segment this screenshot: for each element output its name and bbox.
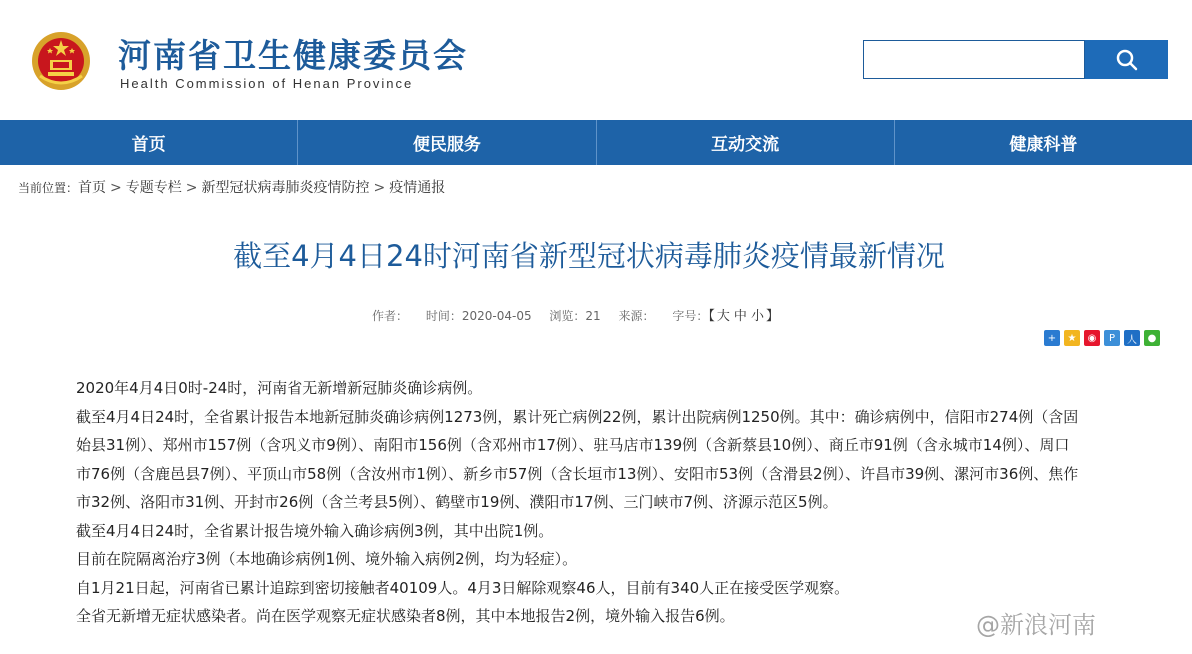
fontsize-close-bracket: 】 (765, 309, 779, 324)
article-body (76, 374, 1142, 631)
meta-author: 作者： (372, 309, 409, 323)
breadcrumb-label: 当前位置： (18, 181, 79, 195)
nav-item-home[interactable]: 首页 (0, 120, 298, 165)
breadcrumb-separator: > (373, 180, 386, 196)
fontsize-large-button[interactable]: 大 (716, 309, 730, 324)
paragraph-continuation: 市76例（含鹿邑县7例）、平顶山市58例（含汝州市1例）、新乡市57例（含长垣市13例）、安阳市53例（含滑县2例）、许昌市39例、漯河市36例、焦作 (76, 464, 1079, 483)
breadcrumb (18, 177, 445, 197)
search-input[interactable] (864, 41, 1084, 78)
breadcrumb-separator: > (185, 180, 198, 196)
national-emblem-icon (30, 30, 92, 92)
pengyou-icon[interactable]: P (1104, 330, 1120, 346)
paragraph: 自1月21日起，河南省已累计追踪到密切接触者40109人。4月3日解除观察46人，目前有340人正在接受医学观察。 (76, 578, 850, 597)
paragraph-continuation: 市32例、洛阳市31例、开封市26例（含兰考县5例）、鹤壁市19例、濮阳市17例、三门峡市7例、济源示范区5例。 (76, 493, 838, 511)
fontsize-medium-button[interactable]: 中 (733, 309, 747, 324)
paragraph: 全省无新增无症状感染者。尚在医学观察无症状感染者8例，其中本地报告2例，境外输入报告6例。 (76, 607, 735, 625)
weibo-icon[interactable]: ◉ (1084, 330, 1100, 346)
renren-icon[interactable]: 人 (1124, 330, 1140, 346)
fontsize-control (708, 309, 779, 324)
article-meta (372, 305, 793, 324)
paragraph: 截至4月4日24时，全省累计报告本地新冠肺炎确诊病例1273例，累计死亡病例22例，累计出院病例1250例。其中：确诊病例中，信阳市274例（含固 (76, 407, 1079, 426)
site-title: 河南省卫生健康委员会 (118, 36, 468, 75)
site-header (0, 0, 1192, 120)
breadcrumb-separator: > (110, 180, 122, 196)
plus-share-icon[interactable]: + (1044, 330, 1060, 346)
weibo-watermark: @新浪河南 (976, 611, 1096, 639)
search-icon (1115, 48, 1139, 72)
paragraph-continuation: 始县31例）、郑州市157例（含巩义市9例）、南阳市156例（含邓州市17例）、驻马店市139例（含新蔡县10例）、商丘市91例（含永城市14例）、周口 (76, 436, 1070, 454)
site-subtitle: Health Commission of Henan Province (120, 76, 414, 91)
paragraph: 截至4月4日24时，全省累计报告境外输入确诊病例3例，其中出院1例。 (76, 521, 554, 540)
breadcrumb-link-special[interactable]: 专题专栏 (125, 180, 182, 196)
search-box (863, 40, 1085, 79)
qzone-icon[interactable]: ★ (1064, 330, 1080, 346)
paragraph: 2020年4月4日0时-24时，河南省无新增新冠肺炎确诊病例。 (76, 379, 483, 397)
breadcrumb-link-covid[interactable]: 新型冠状病毒肺炎疫情防控 (201, 180, 370, 196)
share-bar (1044, 330, 1160, 346)
nav-item-services[interactable]: 便民服务 (298, 120, 596, 165)
breadcrumb-link-report[interactable]: 疫情通报 (389, 180, 446, 196)
wechat-icon[interactable]: ● (1144, 330, 1160, 346)
nav-item-interaction[interactable]: 互动交流 (597, 120, 895, 165)
meta-fontsize-label: 字号： (672, 309, 709, 323)
fontsize-small-button[interactable]: 小 (750, 309, 764, 324)
fontsize-open-bracket: 【 (708, 309, 715, 324)
meta-time: 时间：2020-04-05 (425, 309, 532, 323)
search-button[interactable] (1085, 40, 1168, 79)
breadcrumb-link-home[interactable]: 首页 (78, 180, 107, 196)
meta-views: 浏览：21 (549, 309, 601, 323)
paragraph: 目前在院隔离治疗3例（本地确诊病例1例、境外输入病例2例，均为轻症）。 (76, 550, 578, 568)
article-title: 截至4月4日24时河南省新型冠状病毒肺炎疫情最新情况 (233, 239, 945, 273)
nav-item-health-science[interactable]: 健康科普 (1009, 135, 1078, 155)
main-nav (0, 120, 1192, 165)
meta-source: 来源： (618, 309, 655, 323)
